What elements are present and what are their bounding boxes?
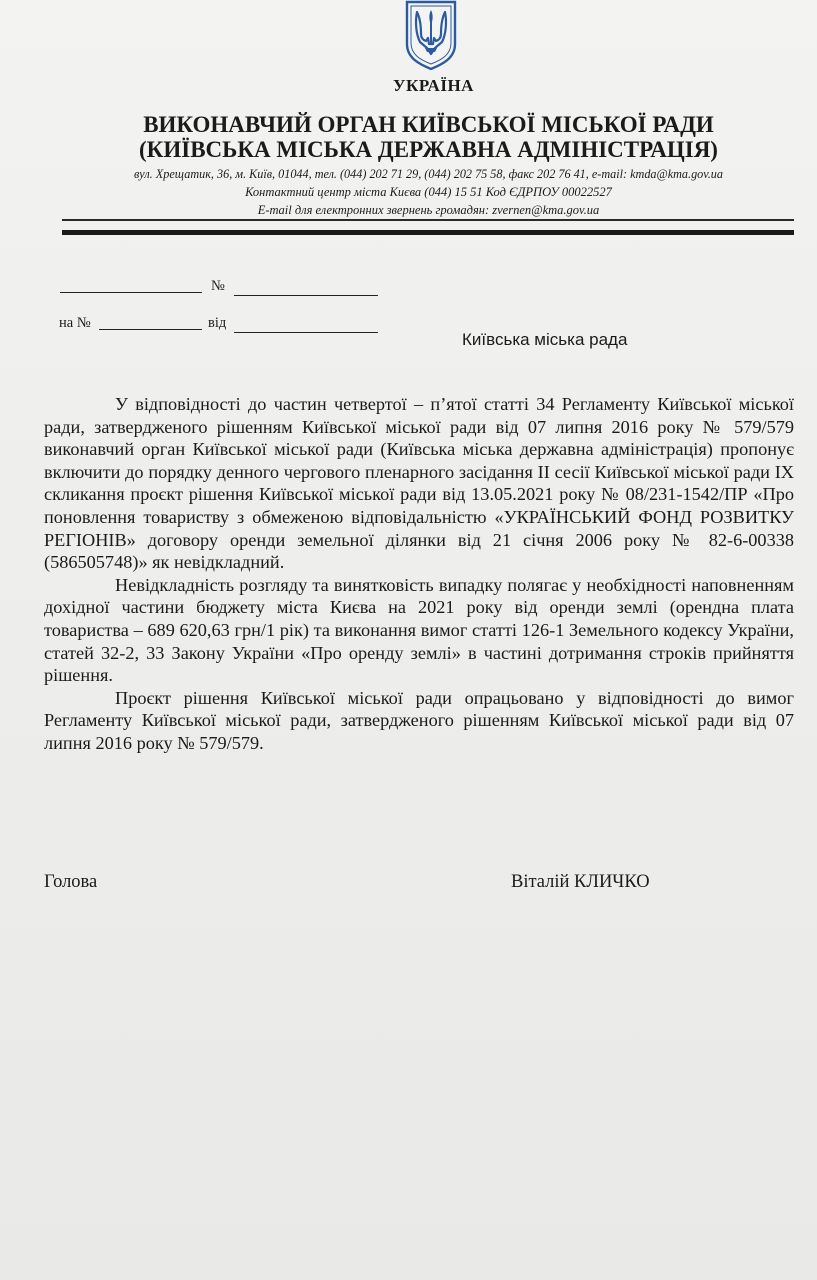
letter-body	[44, 393, 794, 755]
recipient: Київська міська рада	[462, 330, 628, 349]
number-sign: №	[211, 278, 225, 294]
organization-subtitle: (КИЇВСЬКА МІСЬКА ДЕРЖАВНА АДМІНІСТРАЦІЯ)	[139, 137, 718, 162]
trident-coat-of-arms-icon	[403, 0, 459, 70]
signatory-name: Віталій КЛИЧКО	[511, 872, 650, 892]
country-name: УКРАЇНА	[393, 76, 474, 95]
reply-date-blank	[234, 332, 378, 333]
reply-to-label: на №	[59, 315, 91, 331]
reply-number-blank	[99, 329, 202, 330]
contact-email: E-mail для електронних звернень громадян: zvernen@kma.gov.ua	[257, 203, 600, 217]
body-paragraph: Проєкт рішення Київської міської ради опрацьовано у відповідності до вимог Регламенту Київської міської ради, затвердженого рішенням Київської міської ради від 07 липня 2016 року № 579/579.	[44, 687, 794, 753]
body-paragraph: Невідкладність розгляду та винятковість випадку полягає у необхідності наповненням дохідної частини бюджету міста Києва на 2021 року від оренди землі (орендна плата товариства – 689 620,63 грн/1 рік) та виконання вимог статті 126-1 Земельного кодексу України, статей 32-2, 33 Закону України «Про оренду землі» в частині дотримання строків прийняття рішення.	[44, 574, 794, 686]
organization-title: ВИКОНАВЧИЙ ОРГАН КИЇВСЬКОЇ МІСЬКОЇ РАДИ	[143, 112, 714, 137]
date-label: від	[208, 315, 227, 331]
contact-center: Контактний центр міста Києва (044) 15 51 Код ЄДРПОУ 00022527	[245, 185, 612, 199]
outgoing-date-blank	[60, 292, 202, 293]
header-divider-thick	[62, 230, 794, 235]
contact-address: вул. Хрещатик, 36, м. Київ, 01044, тел. (044) 202 71 29, (044) 202 75 58, факс 202 76 41, e-mail: kmda@kma.gov.ua	[134, 167, 723, 181]
body-paragraph: У відповідності до частин четвертої – п’ятої статті 34 Регламенту Київської міської ради, затвердженого рішенням Київської міської ради від 07 липня 2016 року № 579/579 виконавчий орган Київської міської ради (Київська міська державна адміністрація) пропонує включити до порядку денного чергового пленарного засідання ІІ сесії Київської міської ради ІХ скликання проєкт рішення Київської міської ради від 13.05.2021 року № 08/231-1542/ПР «Про поновлення товариству з обмеженою відповідальністю «УКРАЇНСЬКИЙ ФОНД РОЗВИТКУ РЕГІОНІВ» договору оренди земельної ділянки від 21 січня 2006 року № 82-6-00338 (586505748)» як невідкладний.	[44, 394, 794, 573]
signatory-position: Голова	[44, 872, 98, 892]
header-divider-thin	[62, 219, 794, 221]
outgoing-number-blank	[234, 295, 378, 296]
